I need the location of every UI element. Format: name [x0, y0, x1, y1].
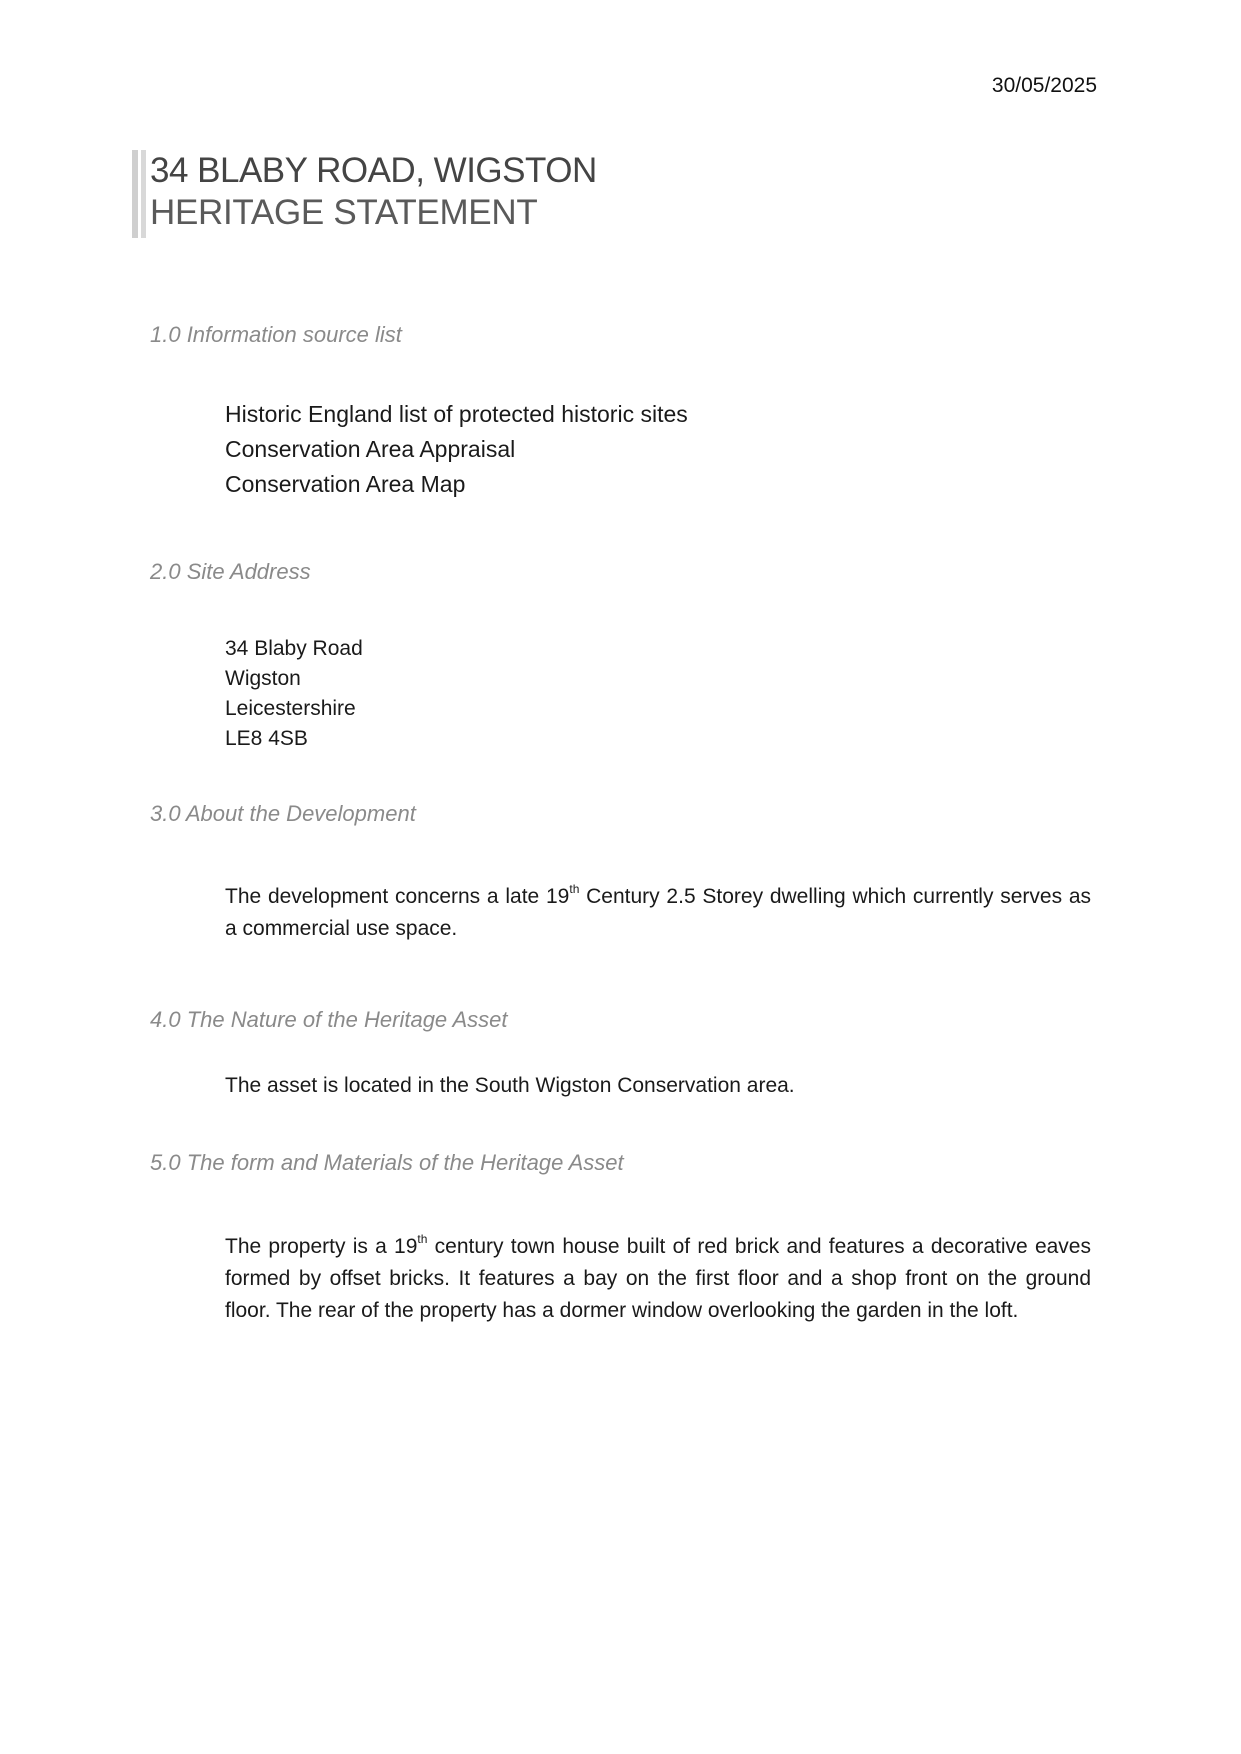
address-line: Leicestershire: [225, 697, 356, 720]
section-heading-sources: 1.0 Information source list: [150, 322, 402, 347]
ordinal-suffix: th: [569, 882, 580, 896]
address-line: LE8 4SB: [225, 727, 308, 750]
sources-list: [225, 397, 1091, 502]
nature-paragraph: The asset is located in the South Wigston Conservation area.: [225, 1074, 795, 1097]
title-block: [132, 150, 597, 234]
paragraph-text: The development concerns a late 19: [225, 885, 570, 908]
list-item: Historic England list of protected historic sites: [225, 401, 688, 427]
section-heading-site-address: 2.0 Site Address: [150, 559, 311, 584]
paragraph-text: The property is a 19: [225, 1235, 418, 1258]
section-heading-form-materials: 5.0 The form and Materials of the Heritage Asset: [150, 1150, 624, 1175]
form-materials-paragraph: [225, 1231, 1091, 1327]
document-date: 30/05/2025: [991, 74, 1097, 97]
section-heading-development: 3.0 About the Development: [150, 801, 416, 826]
document-title: 34 BLABY ROAD, WIGSTON: [150, 151, 597, 190]
document-subtitle: HERITAGE STATEMENT: [150, 193, 538, 232]
paragraph-text: Century 2.5 Storey dwelling which currently serves as a commercial use space.: [225, 885, 1092, 940]
address-line: 34 Blaby Road: [225, 637, 363, 660]
site-address: [225, 634, 1091, 754]
address-line: Wigston: [225, 667, 301, 690]
ordinal-suffix: th: [417, 1232, 428, 1246]
development-paragraph: [225, 881, 1091, 945]
paragraph-text: century town house built of red brick and features a decorative eaves formed by offset bricks. It features a bay on the first floor and a shop front on the ground floor. The rear of the property has a dormer window overlooking the garden in the loft.: [225, 1235, 1091, 1322]
section-heading-nature: 4.0 The Nature of the Heritage Asset: [150, 1007, 508, 1032]
list-item: Conservation Area Map: [225, 471, 466, 497]
list-item: Conservation Area Appraisal: [225, 436, 516, 462]
